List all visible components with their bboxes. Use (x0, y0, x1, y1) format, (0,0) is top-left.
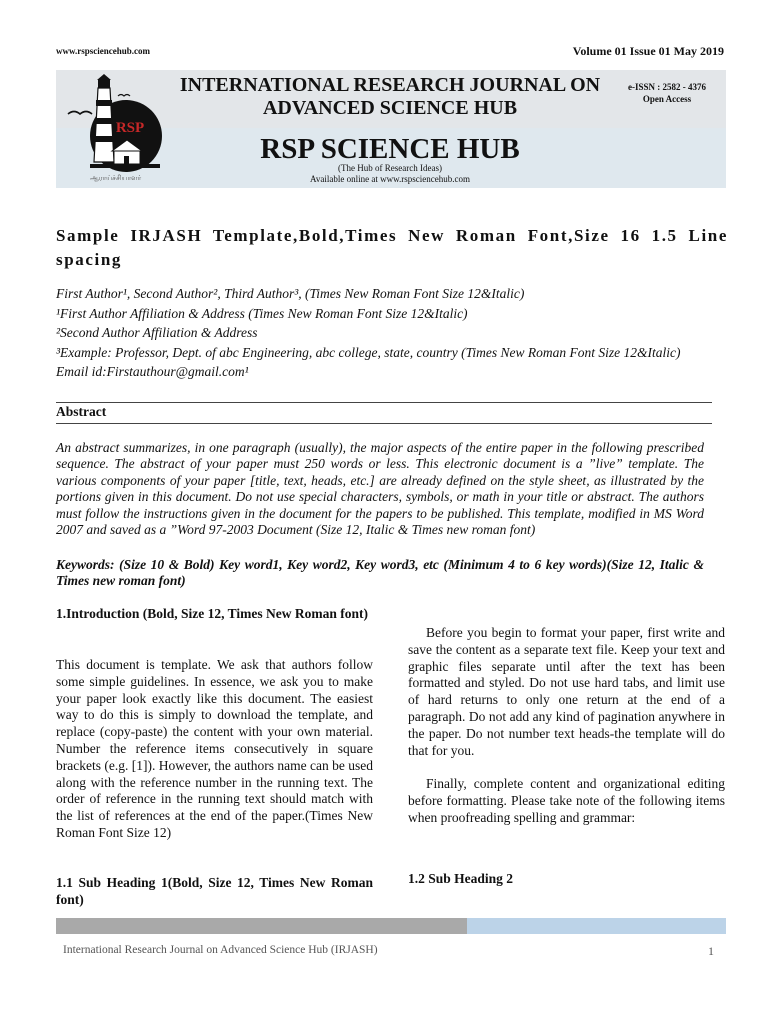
keywords: Keywords: (Size 10 & Bold) Key word1, Key word2, Key word3, etc (Minimum 4 to 6 key words)(Size 12, Italic & Times new roman font) (56, 557, 704, 589)
hub-name: RSP SCIENCE HUB (260, 133, 520, 165)
journal-title-line1: INTERNATIONAL RESEARCH JOURNAL ON (179, 74, 601, 96)
abstract-top-rule (56, 402, 712, 403)
issn-block (612, 81, 722, 105)
intro-text: This document is template. We ask that authors follow some simple guidelines. In essence, we ask you to make your paper look exactly like this document. The easiest way to do this is simply to download the template, and replace (copy-paste) the content with your own material. Number the reference items consecutively in square brackets (e.g. [1]). However, the authors name can be used along with the reference number in the running text. The order of reference in the running text should match with the list of references at the end of the paper.(Times New Roman Font Size 12) (56, 657, 373, 840)
author-block (56, 284, 728, 382)
right-paragraph-1: Before you begin to format your paper, first write and save the content as a separate text file. Keep your text and graphic files separate until after the text has been formatted and styled. Do not use hard tabs, and limit use of hard returns to only one return at the end of a paragraph. Do not add any kind of pagination anywhere in the paper. Do not number text heads-the template will do that for you. (408, 625, 725, 758)
sub-heading-2: 1.2 Sub Heading 2 (408, 871, 514, 886)
website-url[interactable]: www.rspsciencehub.com (56, 46, 150, 56)
journal-title-line2: ADVANCED SCIENCE HUB (262, 97, 518, 119)
abstract-heading: Abstract (56, 404, 107, 419)
lighthouse-logo (60, 74, 172, 186)
hub-tagline (240, 163, 540, 185)
logo-caption: ஆராய்ச்சியாளர் (90, 174, 142, 182)
paper-title: Sample IRJASH Template,Bold,Times New Roman Font,Size 16 1.5 Line spacing (56, 226, 728, 269)
open-access-label: Open Access (642, 94, 692, 104)
logo-text: RSP (115, 120, 145, 136)
right-paragraph-2: Finally, complete content and organizational editing before formatting. Please take note of the following items when proofreading spelling and grammar: (408, 776, 725, 825)
available-online: Available online at www.rspsciencehub.com (310, 174, 470, 184)
tagline-text: (The Hub of Research Ideas) (338, 163, 442, 173)
intro-heading: 1.Introduction (Bold, Size 12, Times New Roman font) (56, 606, 369, 621)
sub-heading-1: 1.1 Sub Heading 1(Bold, Size 12, Times New Roman font) (56, 875, 373, 907)
footer-bar-blue (467, 918, 726, 934)
authors-line: First Author¹, Second Author², Third Author³, (Times New Roman Font Size 12&Italic) (56, 286, 525, 301)
footer-bar-gray (56, 918, 467, 934)
journal-title (170, 74, 610, 120)
issn: e-ISSN : 2582 - 4376 (628, 82, 706, 92)
volume-issue: Volume 01 Issue 01 May 2019 (572, 44, 724, 58)
email[interactable]: Email id:Firstauthour@gmail.com¹ (56, 364, 249, 380)
page-number: 1 (708, 944, 714, 958)
affiliation-1: ¹First Author Affiliation & Address (Times New Roman Font Size 12&Italic) (56, 305, 468, 321)
affiliation-3: ³Example: Professor, Dept. of abc Engineering, abc college, state, country (Times New Roman Font Size 12&Italic) (56, 344, 681, 360)
affiliation-2: ²Second Author Affiliation & Address (56, 325, 258, 341)
abstract-bottom-rule (56, 423, 712, 424)
abstract-text: An abstract summarizes, in one paragraph (usually), the major aspects of the entire paper in the following prescribed sequence. The abstract of your paper must 250 words or less. This electronic document is a ”live” template. The various components of your paper [title, text, heads, etc.] are already defined on the style sheet, as illustrated by the portions given in this document. Do not use special characters, symbols, or math in your title or abstract. The authors must follow the instructions given in the document for the papers to be published. This template, modified in MS Word 2007 and saved as a ”Word 97-2003 Document (Size 12, Italic & Times new roman font) (56, 440, 704, 538)
footer-journal: International Research Journal on Advanced Science Hub (IRJASH) (63, 944, 378, 956)
